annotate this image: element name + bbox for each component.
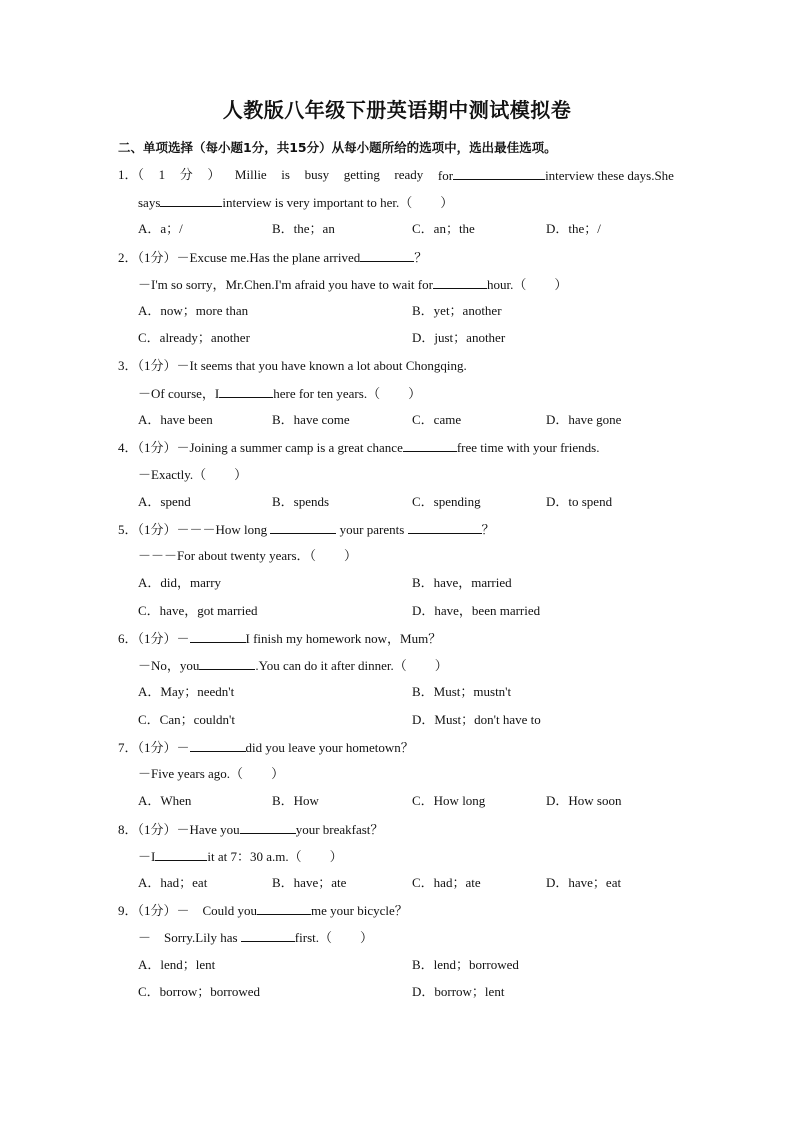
page-title: 人教版八年级下册英语期中测试模拟卷 — [222, 98, 572, 122]
option-a: A．lend；lent — [138, 957, 216, 972]
question-1-stem: 1．（ 1 分 ） Millie is busy getting ready for interview these days.She — [118, 167, 674, 183]
answer-blank[interactable] — [155, 847, 207, 861]
answer-blank[interactable] — [241, 928, 295, 942]
option-c: C．spending — [412, 494, 481, 509]
option-c: C．had；ate — [412, 875, 481, 890]
option-d: D．How soon — [546, 793, 622, 808]
option-a: A．have been — [138, 412, 213, 427]
answer-blank[interactable] — [190, 629, 246, 643]
option-a: A．had；eat — [138, 875, 208, 890]
option-a: A．did，marry — [138, 575, 222, 590]
option-c: C．How long — [412, 793, 486, 808]
question-6-reply: －No，you .You can do it after dinner.（ ） — [138, 658, 448, 673]
option-c: C．already；another — [138, 330, 250, 345]
option-c: C．came — [412, 412, 462, 427]
question-7-stem: 7．（1分）－ did you leave your hometown？ — [118, 740, 414, 755]
option-b: B．have come — [272, 412, 350, 427]
option-a: A．a；/ — [138, 221, 183, 236]
option-a: A．May；needn't — [138, 684, 235, 699]
answer-blank[interactable] — [190, 738, 246, 752]
question-8-stem: 8．（1分）－Have you your breakfast？ — [118, 822, 384, 837]
question-3-reply: －Of course，I here for ten years.（ ） — [138, 386, 422, 401]
question-2-stem: 2．（1分）－Excuse me.Has the plane arrived ？ — [118, 250, 428, 265]
question-4-reply: －Exactly.（ ） — [138, 467, 248, 482]
option-d: D．have；eat — [546, 875, 622, 890]
option-b: B．Must；mustn't — [412, 684, 512, 699]
option-c: C．Can；couldn't — [138, 712, 235, 727]
option-c: C．have，got married — [138, 603, 258, 618]
option-b: B．spends — [272, 494, 330, 509]
answer-blank[interactable] — [360, 248, 414, 262]
question-3-stem: 3．（1分）－It seems that you have known a lot about Chongqing. — [118, 358, 467, 373]
answer-blank[interactable] — [433, 275, 487, 289]
question-1-line-2: says interview is very important to her.（ ） — [138, 195, 454, 210]
question-6-stem: 6．（1分）－ I finish my homework now，Mum？ — [118, 631, 442, 646]
question-9-reply: － Sorry.Lily has first.（ ） — [138, 930, 374, 945]
option-b: B．yet；another — [412, 303, 502, 318]
option-d: D．Must；don't have to — [412, 712, 541, 727]
option-a: A．When — [138, 793, 192, 808]
option-d: D．to spend — [546, 494, 613, 509]
section-heading: 二、单项选择（每小题1分，共15分）从每小题所给的选项中，选出最佳选项。 — [118, 140, 557, 155]
answer-blank[interactable] — [453, 166, 545, 180]
answer-blank[interactable] — [408, 520, 482, 534]
option-b: B．have；ate — [272, 875, 347, 890]
option-b: B．the；an — [272, 221, 335, 236]
answer-blank[interactable] — [240, 820, 296, 834]
option-d: D．have，been married — [412, 603, 541, 618]
option-b: B．lend；borrowed — [412, 957, 519, 972]
option-d: D．just；another — [412, 330, 506, 345]
question-7-reply: －Five years ago.（ ） — [138, 766, 285, 781]
option-d: D．have gone — [546, 412, 622, 427]
question-5-reply: －－－For about twenty years．（ ） — [138, 548, 358, 563]
question-8-reply: －I it at 7：30 a.m.（ ） — [138, 849, 343, 864]
answer-blank[interactable] — [160, 193, 222, 207]
option-b: B．How — [272, 793, 319, 808]
answer-blank[interactable] — [270, 520, 336, 534]
option-c: C．an；the — [412, 221, 475, 236]
option-b: B．have，married — [412, 575, 512, 590]
answer-blank[interactable] — [219, 384, 273, 398]
option-c: C．borrow；borrowed — [138, 984, 261, 999]
question-4-stem: 4．（1分）－Joining a summer camp is a great chance free time with your friends. — [118, 440, 600, 455]
answer-blank[interactable] — [403, 438, 457, 452]
option-d: D．the；/ — [546, 221, 601, 236]
question-9-stem: 9．（1分）－ Could you me your bicycle？ — [118, 903, 408, 918]
option-d: D．borrow；lent — [412, 984, 505, 999]
question-2-reply: －I'm so sorry，Mr.Chen.I'm afraid you have to wait for hour.（ ） — [138, 277, 568, 292]
option-a: A．now；more than — [138, 303, 249, 318]
option-a: A．spend — [138, 494, 191, 509]
answer-blank[interactable] — [257, 901, 311, 915]
question-5-stem: 5．（1分）－－－How long your parents ？ — [118, 522, 495, 537]
answer-blank[interactable] — [199, 656, 255, 670]
